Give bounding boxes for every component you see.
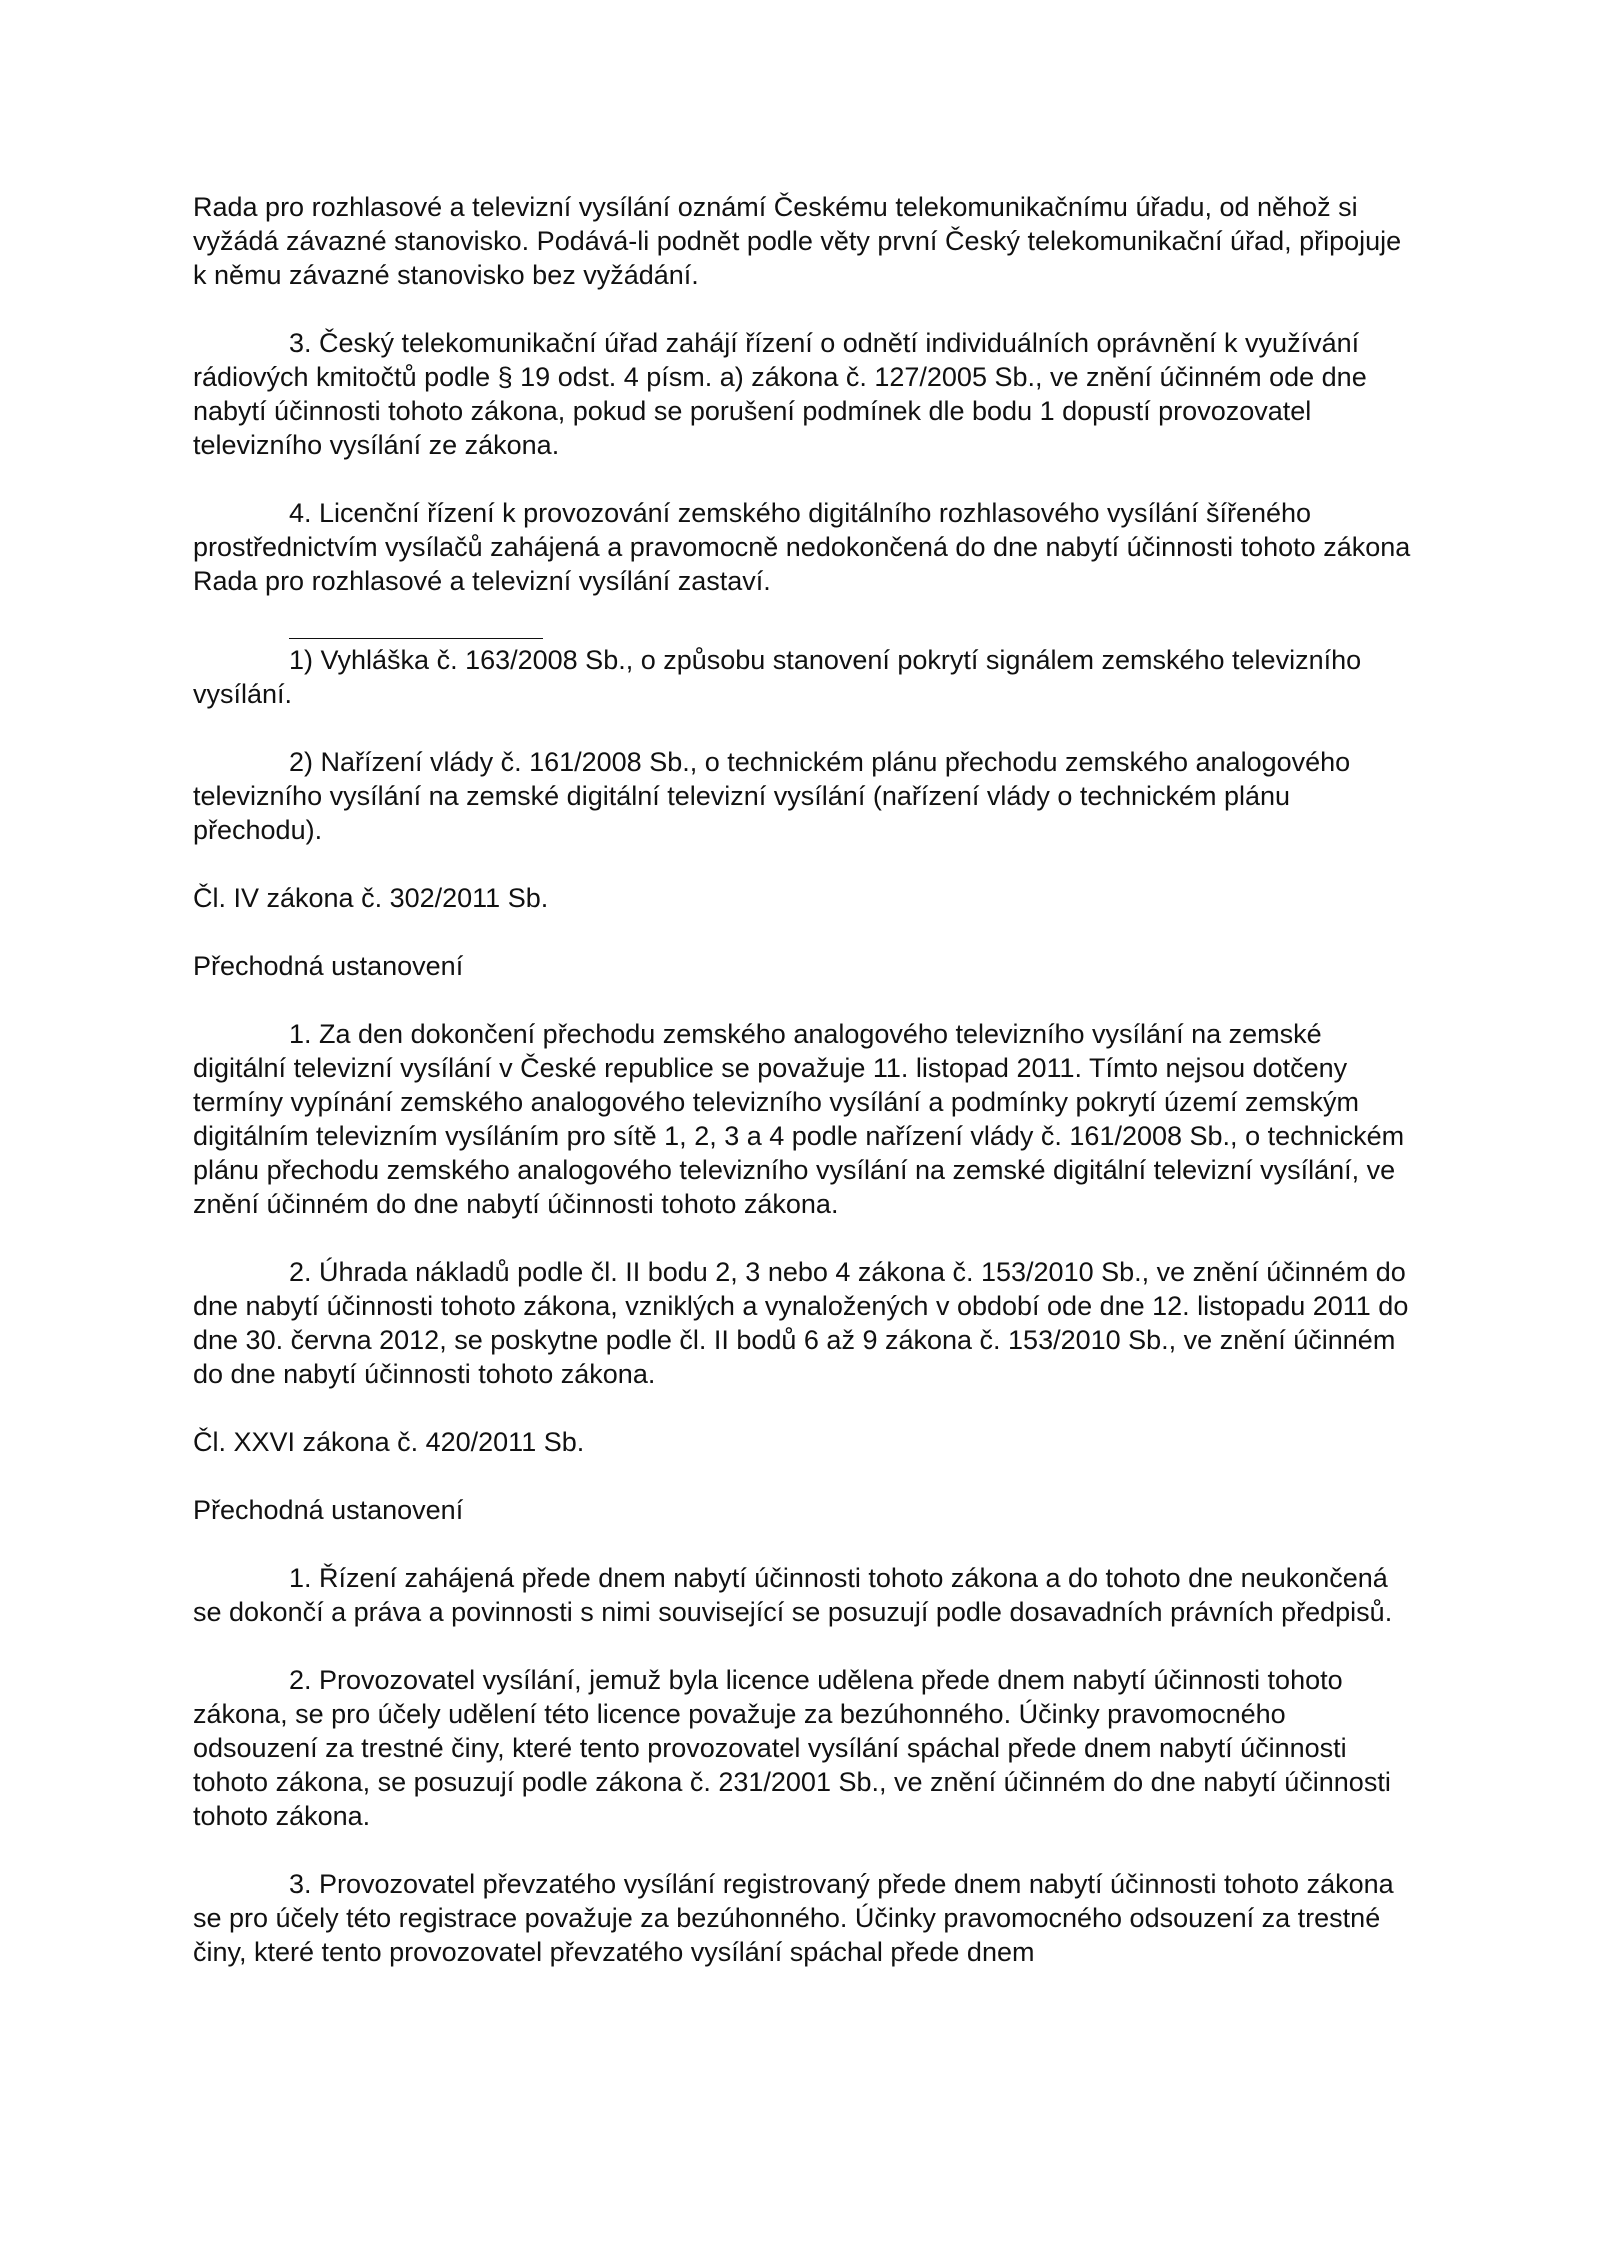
footnote-1: 1) Vyhláška č. 163/2008 Sb., o způsobu stanovení pokrytí signálem zemského televizního vysílání. bbox=[193, 645, 1362, 709]
footnote-2: 2) Nařízení vlády č. 161/2008 Sb., o technickém plánu přechodu zemského analogového televizního vysílání na zemské digitální televizní vysílání (nařízení vlády o technickém plánu přechodu). bbox=[193, 747, 1351, 845]
section-heading-transitional-2: Přechodná ustanovení bbox=[193, 1495, 464, 1525]
section-heading-transitional-1: Přechodná ustanovení bbox=[193, 951, 464, 981]
paragraph-xxvi-3: 3. Provozovatel převzatého vysílání registrovaný přede dnem nabytí účinnosti tohoto zákona se pro účely této registrace považuje za bezúhonného. Účinky pravomocného odsouzení za trestné činy, které tento provozovatel převzatého vysílání spáchal přede dnem bbox=[193, 1869, 1394, 1967]
paragraph-xxvi-1: 1. Řízení zahájená přede dnem nabytí účinnosti tohoto zákona a do tohoto dne neukončená se dokončí a práva a povinnosti s nimi související se posuzují podle dosavadních právních předpisů. bbox=[193, 1563, 1393, 1627]
paragraph-continuation: Rada pro rozhlasové a televizní vysílání oznámí Českému telekomunikačnímu úřadu, od něhož si vyžádá závazné stanovisko. Podává-li podnět podle věty první Český telekomunikační úřad, připojuje k němu závazné stanovisko bez vyžádání. bbox=[193, 192, 1402, 290]
document-body bbox=[193, 190, 1413, 2003]
paragraph-iv-1: 1. Za den dokončení přechodu zemského analogového televizního vysílání na zemské digitální televizní vysílání v České republice se považuje 11. listopad 2011. Tímto nejsou dotčeny termíny vypínání zemského analogového televizního vysílání a podmínky pokrytí území zemským digitálním televizním vysíláním pro sítě 1, 2, 3 a 4 podle nařízení vlády č. 161/2008 Sb., o technickém plánu přechodu zemského analogového televizního vysílání na zemské digitální televizní vysílání, ve znění účinném do dne nabytí účinnosti tohoto zákona. bbox=[193, 1019, 1405, 1219]
paragraph-point-4: 4. Licenční řízení k provozování zemského digitálního rozhlasového vysílání šířeného prostřednictvím vysílačů zahájená a pravomocně nedokončená do dne nabytí účinnosti tohoto zákona Rada pro rozhlasové a televizní vysílání zastaví. bbox=[193, 498, 1411, 596]
paragraph-xxvi-2: 2. Provozovatel vysílání, jemuž byla licence udělena přede dnem nabytí účinnosti tohoto zákona, se pro účely udělení této licence považuje za bezúhonného. Účinky pravomocného odsouzení za trestné činy, které tento provozovatel vysílání spáchal přede dnem nabytí účinnosti tohoto zákona, se posuzují podle zákona č. 231/2001 Sb., ve znění účinném do dne nabytí účinnosti tohoto zákona. bbox=[193, 1665, 1391, 1831]
article-heading-iv: Čl. IV zákona č. 302/2011 Sb. bbox=[193, 883, 549, 913]
article-heading-xxvi: Čl. XXVI zákona č. 420/2011 Sb. bbox=[193, 1427, 585, 1457]
paragraph-point-3: 3. Český telekomunikační úřad zahájí řízení o odnětí individuálních oprávnění k využívání rádiových kmitočtů podle § 19 odst. 4 písm. a) zákona č. 127/2005 Sb., ve znění účinném ode dne nabytí účinnosti tohoto zákona, pokud se porušení podmínek dle bodu 1 dopustí provozovatel televizního vysílání ze zákona. bbox=[193, 328, 1367, 460]
footnote-separator bbox=[289, 638, 543, 639]
paragraph-iv-2: 2. Úhrada nákladů podle čl. II bodu 2, 3 nebo 4 zákona č. 153/2010 Sb., ve znění účinném do dne nabytí účinnosti tohoto zákona, vzniklých a vynaložených v období ode dne 12. listopadu 2011 do dne 30. června 2012, se poskytne podle čl. II bodů 6 až 9 zákona č. 153/2010 Sb., ve znění účinném do dne nabytí účinnosti tohoto zákona. bbox=[193, 1257, 1409, 1389]
